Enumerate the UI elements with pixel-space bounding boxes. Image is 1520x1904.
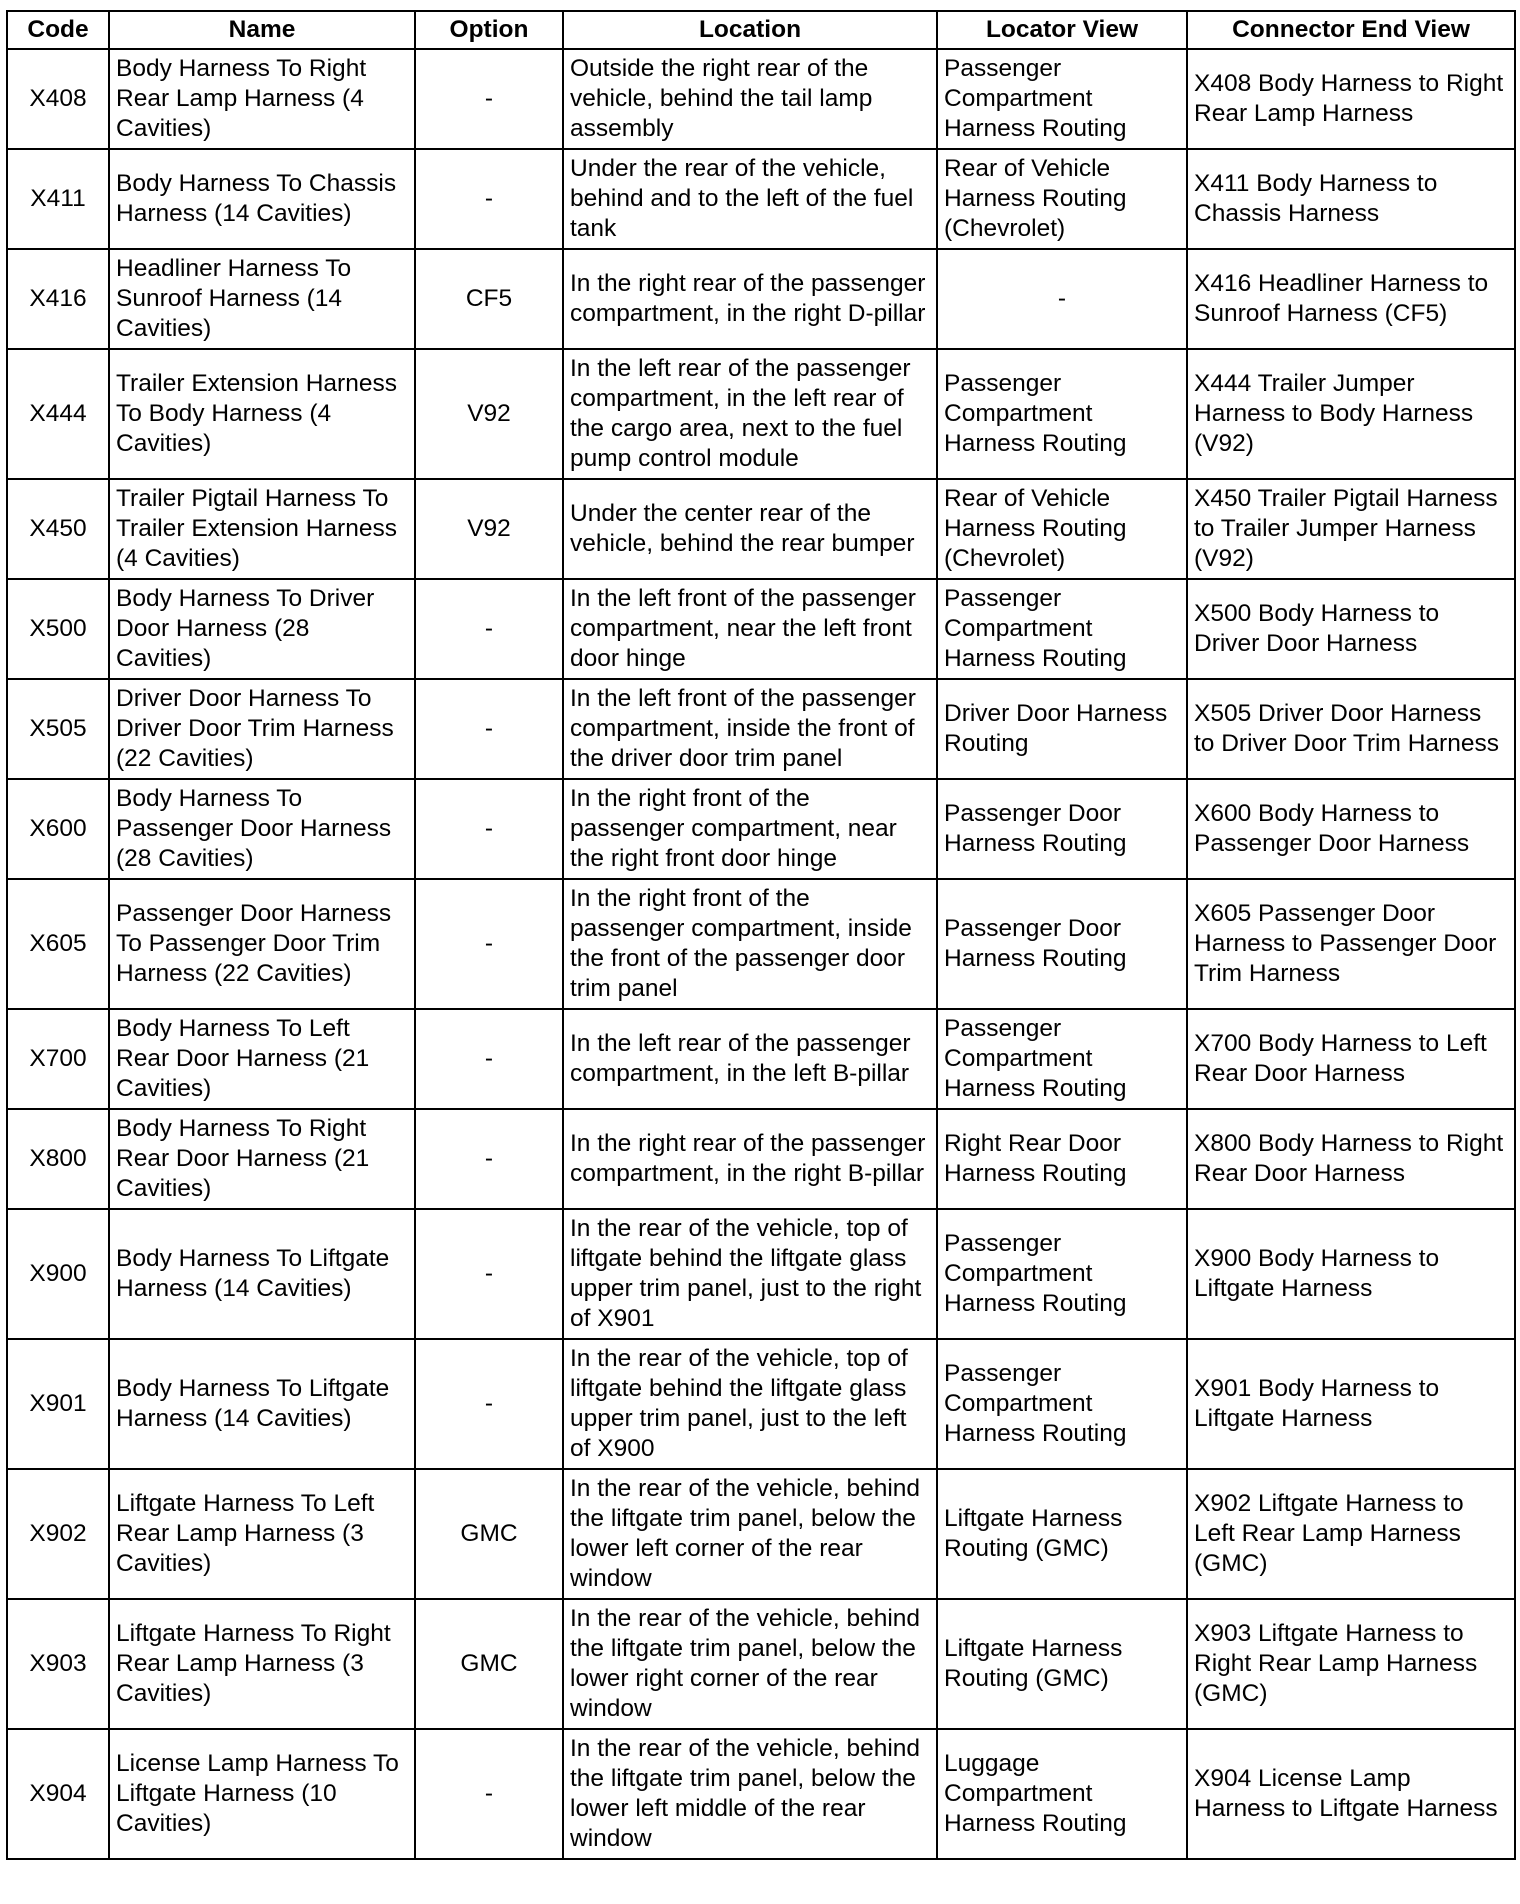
table-row xyxy=(7,1109,1515,1209)
cell-name: Driver Door Harness To Driver Door Trim Harness (22 Cavities) xyxy=(109,679,415,779)
header-row xyxy=(7,11,1515,49)
table-row xyxy=(7,479,1515,579)
cell-locator-view: Rear of Vehicle Harness Routing (Chevrolet) xyxy=(937,479,1187,579)
cell-name: Body Harness To Liftgate Harness (14 Cavities) xyxy=(109,1209,415,1339)
table-row xyxy=(7,1209,1515,1339)
cell-code: X904 xyxy=(7,1729,109,1859)
table-row xyxy=(7,579,1515,679)
cell-name: Body Harness To Passenger Door Harness (28 Cavities) xyxy=(109,779,415,879)
cell-locator-view: Passenger Compartment Harness Routing xyxy=(937,1339,1187,1469)
cell-connector-end-view: X903 Liftgate Harness to Right Rear Lamp Harness (GMC) xyxy=(1187,1599,1515,1729)
cell-option: - xyxy=(415,1339,563,1469)
cell-locator-view: Passenger Compartment Harness Routing xyxy=(937,49,1187,149)
cell-connector-end-view: X700 Body Harness to Left Rear Door Harness xyxy=(1187,1009,1515,1109)
cell-code: X408 xyxy=(7,49,109,149)
cell-locator-view: Liftgate Harness Routing (GMC) xyxy=(937,1599,1187,1729)
cell-option: - xyxy=(415,1009,563,1109)
cell-location: Under the rear of the vehicle, behind and to the left of the fuel tank xyxy=(563,149,937,249)
cell-option: - xyxy=(415,49,563,149)
cell-name: License Lamp Harness To Liftgate Harness (10 Cavities) xyxy=(109,1729,415,1859)
cell-locator-view: Passenger Door Harness Routing xyxy=(937,879,1187,1009)
cell-code: X605 xyxy=(7,879,109,1009)
cell-locator-view: Right Rear Door Harness Routing xyxy=(937,1109,1187,1209)
cell-code: X902 xyxy=(7,1469,109,1599)
cell-option: - xyxy=(415,149,563,249)
cell-option: - xyxy=(415,679,563,779)
cell-code: X450 xyxy=(7,479,109,579)
table-row xyxy=(7,679,1515,779)
cell-option: - xyxy=(415,1729,563,1859)
header-location: Location xyxy=(563,11,937,49)
cell-location: In the left rear of the passenger compartment, in the left B-pillar xyxy=(563,1009,937,1109)
header-connector-end-view: Connector End View xyxy=(1187,11,1515,49)
cell-name: Headliner Harness To Sunroof Harness (14 Cavities) xyxy=(109,249,415,349)
cell-option: V92 xyxy=(415,479,563,579)
table-row xyxy=(7,779,1515,879)
table-row xyxy=(7,149,1515,249)
header-code: Code xyxy=(7,11,109,49)
cell-name: Body Harness To Right Rear Door Harness (21 Cavities) xyxy=(109,1109,415,1209)
header-option: Option xyxy=(415,11,563,49)
cell-connector-end-view: X444 Trailer Jumper Harness to Body Harness (V92) xyxy=(1187,349,1515,479)
cell-locator-view: - xyxy=(937,249,1187,349)
cell-connector-end-view: X500 Body Harness to Driver Door Harness xyxy=(1187,579,1515,679)
table-row xyxy=(7,1599,1515,1729)
cell-name: Body Harness To Chassis Harness (14 Cavities) xyxy=(109,149,415,249)
cell-location: In the rear of the vehicle, top of liftgate behind the liftgate glass upper trim panel, just to the left of X900 xyxy=(563,1339,937,1469)
cell-locator-view: Rear of Vehicle Harness Routing (Chevrolet) xyxy=(937,149,1187,249)
table-row xyxy=(7,1009,1515,1109)
cell-locator-view: Passenger Compartment Harness Routing xyxy=(937,1209,1187,1339)
table-row xyxy=(7,879,1515,1009)
cell-code: X416 xyxy=(7,249,109,349)
cell-code: X505 xyxy=(7,679,109,779)
cell-code: X444 xyxy=(7,349,109,479)
cell-connector-end-view: X800 Body Harness to Right Rear Door Harness xyxy=(1187,1109,1515,1209)
cell-connector-end-view: X900 Body Harness to Liftgate Harness xyxy=(1187,1209,1515,1339)
cell-locator-view: Driver Door Harness Routing xyxy=(937,679,1187,779)
connector-table xyxy=(6,10,1516,1860)
cell-code: X901 xyxy=(7,1339,109,1469)
cell-connector-end-view: X904 License Lamp Harness to Liftgate Harness xyxy=(1187,1729,1515,1859)
cell-location: Outside the right rear of the vehicle, behind the tail lamp assembly xyxy=(563,49,937,149)
cell-connector-end-view: X450 Trailer Pigtail Harness to Trailer Jumper Harness (V92) xyxy=(1187,479,1515,579)
cell-name: Trailer Extension Harness To Body Harness (4 Cavities) xyxy=(109,349,415,479)
cell-locator-view: Luggage Compartment Harness Routing xyxy=(937,1729,1187,1859)
cell-location: In the rear of the vehicle, behind the liftgate trim panel, below the lower right corner of the rear window xyxy=(563,1599,937,1729)
table-row xyxy=(7,49,1515,149)
cell-name: Trailer Pigtail Harness To Trailer Extension Harness (4 Cavities) xyxy=(109,479,415,579)
cell-option: CF5 xyxy=(415,249,563,349)
cell-code: X903 xyxy=(7,1599,109,1729)
cell-locator-view: Passenger Compartment Harness Routing xyxy=(937,1009,1187,1109)
cell-connector-end-view: X600 Body Harness to Passenger Door Harness xyxy=(1187,779,1515,879)
cell-location: In the right front of the passenger compartment, inside the front of the passenger door trim panel xyxy=(563,879,937,1009)
table-row xyxy=(7,1729,1515,1859)
table-row xyxy=(7,1339,1515,1469)
cell-name: Body Harness To Liftgate Harness (14 Cavities) xyxy=(109,1339,415,1469)
cell-connector-end-view: X416 Headliner Harness to Sunroof Harness (CF5) xyxy=(1187,249,1515,349)
cell-code: X800 xyxy=(7,1109,109,1209)
cell-option: GMC xyxy=(415,1469,563,1599)
cell-location: In the rear of the vehicle, behind the liftgate trim panel, below the lower left corner of the rear window xyxy=(563,1469,937,1599)
connector-table-container xyxy=(6,10,1516,1860)
cell-name: Body Harness To Left Rear Door Harness (21 Cavities) xyxy=(109,1009,415,1109)
cell-location: In the left rear of the passenger compartment, in the left rear of the cargo area, next to the fuel pump control module xyxy=(563,349,937,479)
cell-connector-end-view: X411 Body Harness to Chassis Harness xyxy=(1187,149,1515,249)
cell-name: Passenger Door Harness To Passenger Door Trim Harness (22 Cavities) xyxy=(109,879,415,1009)
cell-name: Body Harness To Right Rear Lamp Harness (4 Cavities) xyxy=(109,49,415,149)
cell-location: In the right rear of the passenger compartment, in the right D-pillar xyxy=(563,249,937,349)
header-locator-view: Locator View xyxy=(937,11,1187,49)
cell-locator-view: Liftgate Harness Routing (GMC) xyxy=(937,1469,1187,1599)
header-name: Name xyxy=(109,11,415,49)
cell-location: In the right front of the passenger compartment, near the right front door hinge xyxy=(563,779,937,879)
cell-locator-view: Passenger Door Harness Routing xyxy=(937,779,1187,879)
cell-option: V92 xyxy=(415,349,563,479)
cell-option: GMC xyxy=(415,1599,563,1729)
cell-option: - xyxy=(415,779,563,879)
cell-connector-end-view: X901 Body Harness to Liftgate Harness xyxy=(1187,1339,1515,1469)
cell-location: Under the center rear of the vehicle, behind the rear bumper xyxy=(563,479,937,579)
cell-option: - xyxy=(415,1209,563,1339)
table-row xyxy=(7,349,1515,479)
table-row xyxy=(7,249,1515,349)
cell-option: - xyxy=(415,879,563,1009)
table-row xyxy=(7,1469,1515,1599)
cell-location: In the rear of the vehicle, top of liftgate behind the liftgate glass upper trim panel, just to the right of X901 xyxy=(563,1209,937,1339)
cell-name: Body Harness To Driver Door Harness (28 Cavities) xyxy=(109,579,415,679)
cell-location: In the left front of the passenger compartment, inside the front of the driver door trim panel xyxy=(563,679,937,779)
cell-connector-end-view: X505 Driver Door Harness to Driver Door Trim Harness xyxy=(1187,679,1515,779)
cell-connector-end-view: X605 Passenger Door Harness to Passenger Door Trim Harness xyxy=(1187,879,1515,1009)
cell-option: - xyxy=(415,1109,563,1209)
cell-name: Liftgate Harness To Right Rear Lamp Harness (3 Cavities) xyxy=(109,1599,415,1729)
cell-option: - xyxy=(415,579,563,679)
cell-location: In the left front of the passenger compartment, near the left front door hinge xyxy=(563,579,937,679)
cell-locator-view: Passenger Compartment Harness Routing xyxy=(937,349,1187,479)
cell-code: X500 xyxy=(7,579,109,679)
cell-code: X411 xyxy=(7,149,109,249)
cell-code: X700 xyxy=(7,1009,109,1109)
cell-connector-end-view: X408 Body Harness to Right Rear Lamp Harness xyxy=(1187,49,1515,149)
cell-location: In the right rear of the passenger compartment, in the right B-pillar xyxy=(563,1109,937,1209)
cell-code: X600 xyxy=(7,779,109,879)
cell-connector-end-view: X902 Liftgate Harness to Left Rear Lamp Harness (GMC) xyxy=(1187,1469,1515,1599)
cell-name: Liftgate Harness To Left Rear Lamp Harness (3 Cavities) xyxy=(109,1469,415,1599)
cell-code: X900 xyxy=(7,1209,109,1339)
cell-locator-view: Passenger Compartment Harness Routing xyxy=(937,579,1187,679)
cell-location: In the rear of the vehicle, behind the liftgate trim panel, below the lower left middle of the rear window xyxy=(563,1729,937,1859)
